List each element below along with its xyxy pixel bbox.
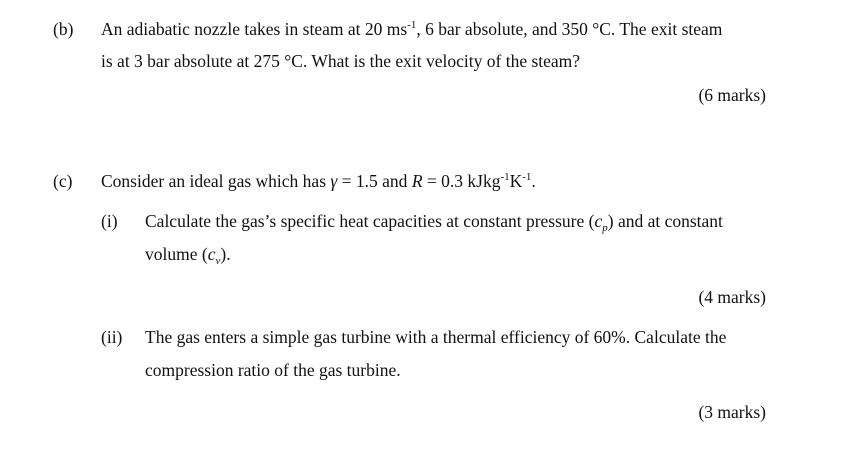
part-c-i-text-1b: ) and at constant: [607, 211, 723, 231]
r-symbol: R: [411, 171, 423, 191]
part-b-superscript: -1: [407, 19, 417, 31]
cv-symbol: c: [207, 244, 216, 264]
part-c-superscript-2: -1: [522, 171, 532, 183]
part-c-i-line-1: [145, 210, 723, 235]
part-b-question-line-2: is at 3 bar absolute at 275 °C. What is the exit velocity of the steam?: [101, 51, 581, 71]
part-b-label: (b): [53, 19, 74, 39]
part-c-i-text-2a: volume (: [145, 244, 208, 264]
part-b-text-1b: , 6 bar absolute, and 350 °C. The exit steam: [416, 19, 723, 39]
part-c-intro-text-d: K: [509, 171, 523, 191]
part-c-ii-marks: (3 marks): [698, 402, 766, 422]
part-c-ii-line-1: The gas enters a simple gas turbine with a thermal efficiency of 60%. Calculate the: [145, 327, 727, 347]
part-c-ii-label: (ii): [101, 327, 123, 347]
part-c-intro-text-c: = 0.3 kJkg: [422, 171, 501, 191]
part-b-question-line-1: [101, 18, 722, 43]
part-c-intro-text-b: = 1.5 and: [337, 171, 412, 191]
part-c-ii-line-2: compression ratio of the gas turbine.: [145, 360, 401, 380]
part-c-i-line-2: [145, 243, 231, 268]
part-c-intro-text-e: .: [531, 171, 536, 191]
gamma-symbol: γ: [330, 171, 338, 191]
part-c-superscript-1: -1: [500, 171, 510, 183]
part-b-marks: (6 marks): [698, 85, 766, 105]
part-b-text-1a: An adiabatic nozzle takes in steam at 20 ms: [101, 19, 408, 39]
part-c-label: (c): [53, 171, 73, 191]
part-c-i-text-1a: Calculate the gas’s specific heat capacities at constant pressure (: [145, 211, 595, 231]
part-c-intro-text-a: Consider an ideal gas which has: [101, 171, 331, 191]
part-c-i-label: (i): [101, 211, 118, 231]
part-c-intro-line: [101, 170, 536, 195]
cp-subscript: p: [602, 222, 608, 234]
part-c-i-text-2b: ).: [220, 244, 231, 264]
cp-symbol: c: [594, 211, 603, 231]
part-c-i-marks: (4 marks): [698, 287, 766, 307]
cv-subscript: v: [215, 255, 221, 267]
